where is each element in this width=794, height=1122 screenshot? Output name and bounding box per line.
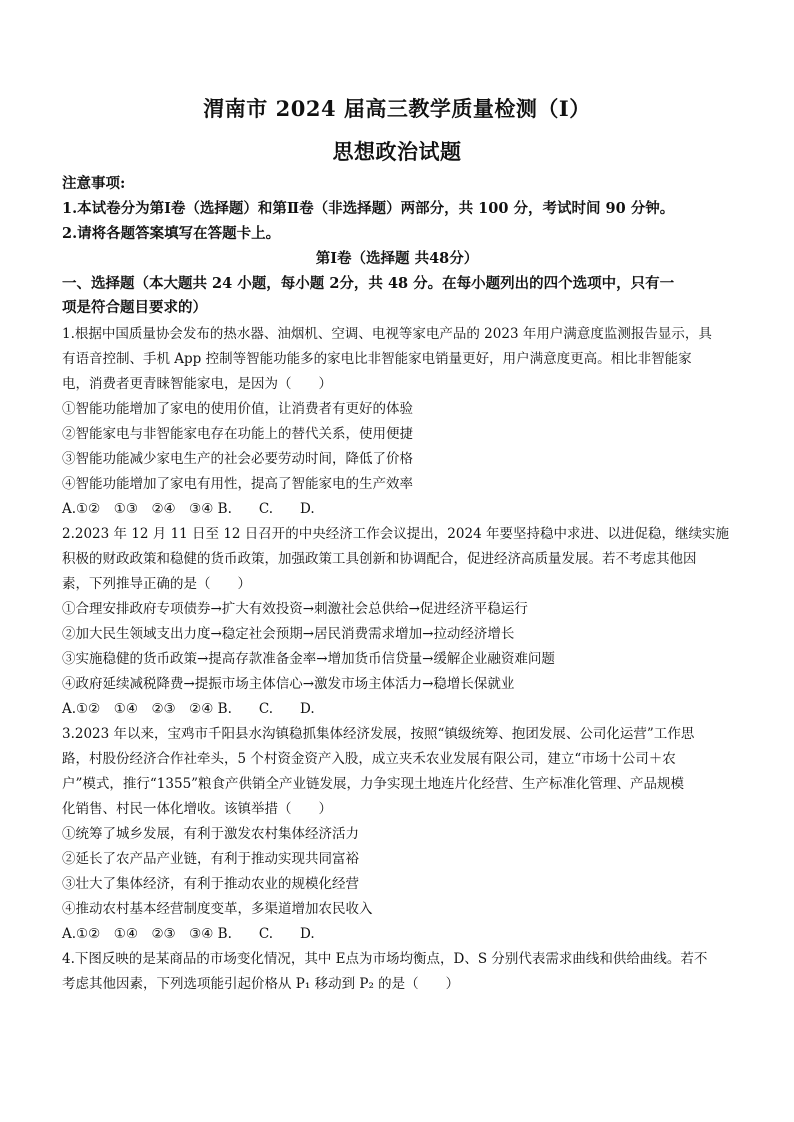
section-heading: 第Ⅰ卷（选择题 共48分）	[315, 250, 479, 267]
q1-option-4: ④智能功能增加了家电有用性，提高了智能家电的生产效率	[62, 476, 413, 492]
q2-stem-line-2: 积极的财政政策和稳健的货币政策，加强政策工具创新和协调配合，促进经济高质量发展。若不考虑其他因	[62, 551, 697, 567]
q2-option-2: ②加大民生领域支出力度→稳定社会预期→居民消费需求增加→拉动经济增长	[62, 626, 515, 642]
q1-option-1: ①智能功能增加了家电的使用价值，让消费者有更好的体验	[62, 401, 413, 417]
q2-option-3: ③实施稳健的货币政策→提高存款准备金率→增加货币信贷量→缓解企业融资难问题	[62, 651, 555, 667]
section-intro-line-2: 项是符合题目要求的）	[62, 299, 207, 316]
q3-stem-line-2: 路，村股份经济合作社牵头，5 个村资金资产入股，成立夹禾农业发展有限公司，建立“市场十公司＋农	[62, 751, 676, 767]
q3-stem-line-3: 户”模式，推行“1355”粮食产供销全产业链发展，力争实现土地连片化经营、生产标准化管理、产品规模	[62, 776, 685, 792]
exam-title: 渭南市 2024 届高三教学质量检测（Ⅰ）	[203, 96, 591, 121]
q2-answer-choices: A.①② ①④ ②③ ②④ B. C. D.	[62, 701, 315, 717]
q3-option-3: ③壮大了集体经济，有利于推动农业的规模化经营	[62, 876, 359, 892]
notes-item-1: 1.本试卷分为第Ⅰ卷（选择题）和第Ⅱ卷（非选择题）两部分，共 100 分，考试时间 90 分钟。	[62, 200, 675, 217]
notes-item-2: 2.请将各题答案填写在答题卡上。	[62, 225, 281, 242]
q4-stem-line-1: 4.下图反映的是某商品的市场变化情况，其中 E点为市场均衡点，D、S 分别代表需求曲线和供给曲线。若不	[62, 951, 708, 967]
q1-answer-choices: A.①② ①③ ②④ ③④ B. C. D.	[62, 501, 315, 517]
q3-option-2: ②延长了农产品产业链，有利于推动实现共同富裕	[62, 851, 359, 867]
q3-stem-line-1: 3.2023 年以来，宝鸡市千阳县水沟镇稳抓集体经济发展，按照“镇级统筹、抱团发展、公司化运营”工作思	[62, 726, 695, 742]
q3-option-1: ①统筹了城乡发展，有利于激发农村集体经济活力	[62, 826, 359, 842]
q1-option-3: ③智能功能减少家电生产的社会必要劳动时间，降低了价格	[62, 451, 413, 467]
section-intro-line-1: 一、选择题（本大题共 24 小题，每小题 2分，共 48 分。在每小题列出的四个选项中，只有一	[62, 275, 675, 292]
q1-stem-line-1: 1.根据中国质量协会发布的热水器、油烟机、空调、电视等家电产品的 2023 年用户满意度监测报告显示，具	[62, 326, 712, 342]
notes-heading: 注意事项:	[62, 175, 126, 192]
q3-stem-line-4: 化销售、村民一体化增收。该镇举措（ ）	[62, 801, 332, 817]
q1-stem-line-2: 有语音控制、手机 App 控制等智能功能多的家电比非智能家电销量更好，用户满意度更高。相比非智能家	[62, 351, 692, 367]
q3-answer-choices: A.①② ①④ ②③ ③④ B. C. D.	[62, 926, 315, 942]
exam-subject-title: 思想政治试题	[332, 139, 462, 164]
q1-option-2: ②智能家电与非智能家电存在功能上的替代关系，使用便捷	[62, 426, 413, 442]
q2-option-1: ①合理安排政府专项债券→扩大有效投资→刺激社会总供给→促进经济平稳运行	[62, 601, 528, 617]
q2-stem-line-3: 素，下列推导正确的是（ ）	[62, 576, 251, 592]
q2-option-4: ④政府延续减税降费→提振市场主体信心→激发市场主体活力→稳增长保就业	[62, 676, 515, 692]
q1-stem-line-3: 电，消费者更青睐智能家电，是因为（ ）	[62, 376, 332, 392]
q3-option-4: ④推动农村基本经营制度变革，多渠道增加农民收入	[62, 901, 373, 917]
q4-stem-line-2: 考虑其他因素，下列选项能引起价格从 P₁ 移动到 P₂ 的是（ ）	[62, 976, 460, 992]
q2-stem-line-1: 2.2023 年 12 月 11 日至 12 日召开的中央经济工作会议提出，2024 年要坚持稳中求进、以进促稳，继续实施	[62, 526, 729, 542]
